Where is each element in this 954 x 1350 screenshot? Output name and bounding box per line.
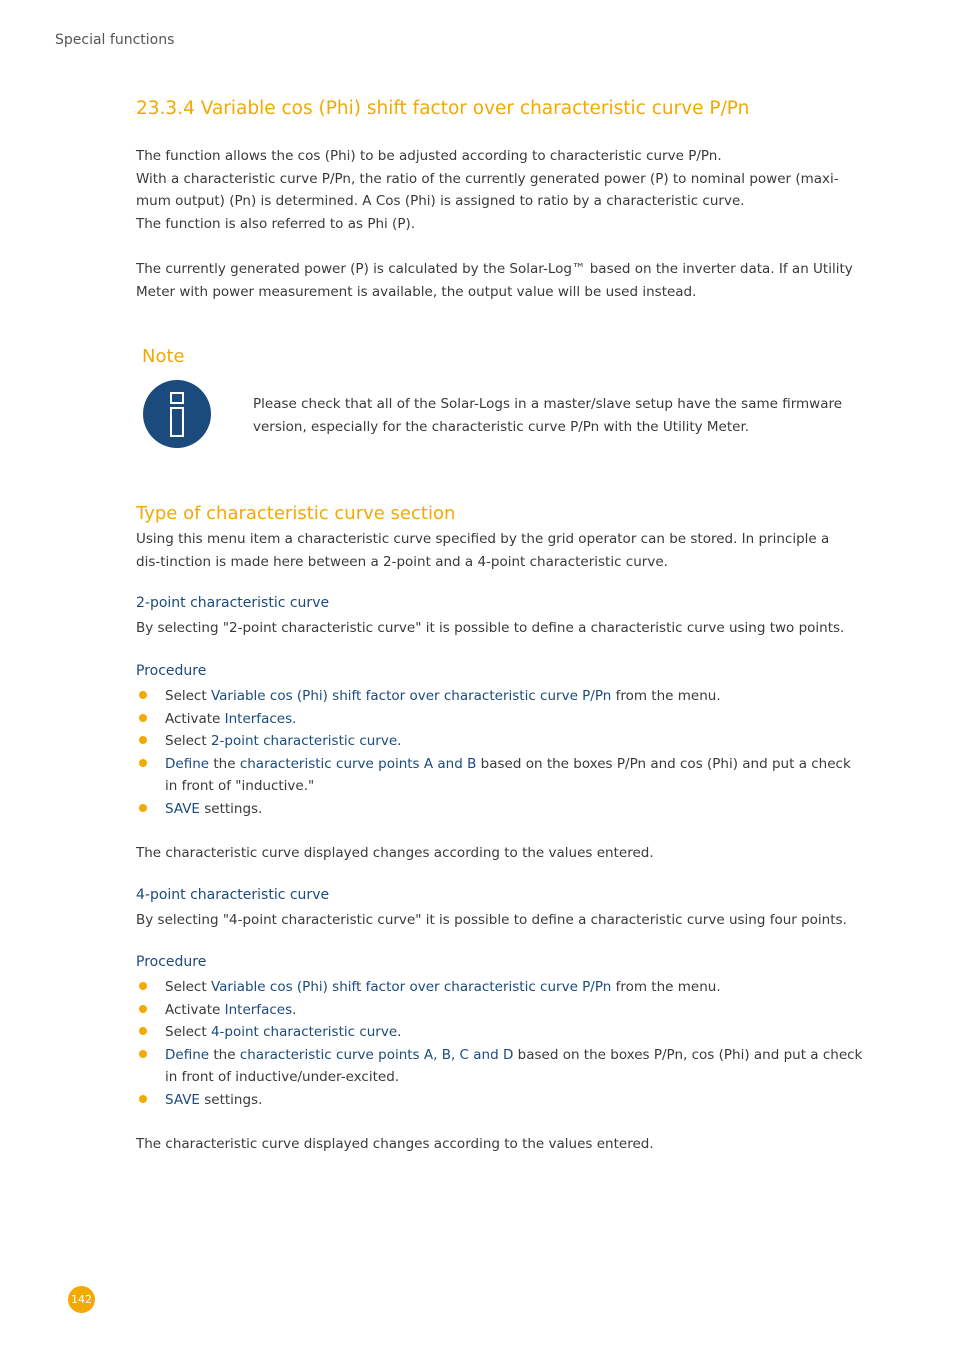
menu-link[interactable]: Variable cos (Phi) shift factor over characteristic curve P/Pn [210,979,612,995]
menu-link[interactable]: Define [165,1046,210,1063]
menu-link[interactable]: characteristic curve points A and B [239,755,477,772]
bullet-icon [139,736,147,744]
two-point-title: 2-point characteristic curve [136,595,330,611]
bullet-icon [139,759,147,767]
list-item: Select Variable cos (Phi) shift factor over characteristic curve P/Pn from the menu. [136,976,866,999]
list-item: Define the characteristic curve points A and B based on the boxes P/Pn and cos (Phi) and put a check in front of "inductive." [136,753,866,798]
menu-link[interactable]: 2-point characteristic curve [210,733,398,749]
menu-link[interactable]: Variable cos (Phi) shift factor over characteristic curve P/Pn [210,688,612,704]
list-item: SAVE settings. [136,798,866,821]
two-point-steps [136,685,866,820]
bullet-icon [139,1050,147,1058]
intro-line: With a characteristic curve P/Pn, the ratio of the currently generated power (P) to nominal power (maxi-mum output) (Pn) is determined. A Cos (Phi) is assigned to ratio by a characteristic curve. [136,170,839,209]
menu-link[interactable]: SAVE [165,1091,200,1108]
menu-link[interactable]: characteristic curve points A, B, C and D [239,1046,514,1063]
power-note: The currently generated power (P) is calculated by the Solar-Log™ based on the inverter data. If an Utility Meter with power measurement is available, the output value will be used instead. [136,261,853,300]
list-item: Activate Interfaces. [136,708,866,731]
note-title: Note [142,346,185,367]
list-item: Select 4-point characteristic curve. [136,1021,866,1044]
curve-section-intro: Using this menu item a characteristic curve specified by the grid operator can be stored. In principle a dis-tinction is made here between a 2-point and a 4-point characteristic curve. [136,531,830,570]
section-title: 23.3.4 Variable cos (Phi) shift factor over characteristic curve P/Pn [136,98,750,119]
four-point-steps [136,976,866,1111]
bullet-icon [139,1027,147,1035]
two-point-desc: By selecting "2-point characteristic curve" it is possible to define a characteristic curve using two points. [136,620,845,636]
bullet-icon [139,691,147,699]
bullet-icon [139,714,147,722]
page-number-badge: 142 [68,1286,95,1313]
running-header: Special functions [55,32,175,48]
two-point-result: The characteristic curve displayed changes according to the values entered. [136,845,654,861]
section-intro [136,145,856,235]
curve-section-title: Type of characteristic curve section [136,503,456,524]
bullet-icon [139,804,147,812]
note-text: Please check that all of the Solar-Logs in a master/slave setup have the same firmware version, especially for the characteristic curve P/Pn with the Utility Meter. [253,396,843,435]
intro-line: The function is also referred to as Phi (P). [136,215,416,232]
four-point-desc: By selecting "4-point characteristic curve" it is possible to define a characteristic curve using four points. [136,912,847,928]
list-item: Activate Interfaces. [136,999,866,1022]
list-item: Select 2-point characteristic curve. [136,730,866,753]
list-item: Define the characteristic curve points A, B, C and D based on the boxes P/Pn, cos (Phi) and put a check in front of inductive/under-excited. [136,1044,866,1089]
menu-link[interactable]: SAVE [165,800,200,817]
four-point-title: 4-point characteristic curve [136,887,330,903]
intro-line: The function allows the cos (Phi) to be adjusted according to characteristic curve P/Pn. [136,148,722,164]
four-point-procedure-label: Procedure [136,954,207,970]
bullet-icon [139,982,147,990]
four-point-result: The characteristic curve displayed changes according to the values entered. [136,1136,654,1152]
menu-link[interactable]: 4-point characteristic curve [210,1024,398,1040]
bullet-icon [139,1005,147,1013]
info-icon [143,380,211,448]
menu-link[interactable]: Interfaces [224,710,293,727]
list-item: SAVE settings. [136,1089,866,1112]
menu-link[interactable]: Interfaces [224,1001,293,1018]
list-item: Select Variable cos (Phi) shift factor over characteristic curve P/Pn from the menu. [136,685,866,708]
two-point-procedure-label: Procedure [136,663,207,679]
menu-link[interactable]: Define [165,755,210,772]
bullet-icon [139,1095,147,1103]
